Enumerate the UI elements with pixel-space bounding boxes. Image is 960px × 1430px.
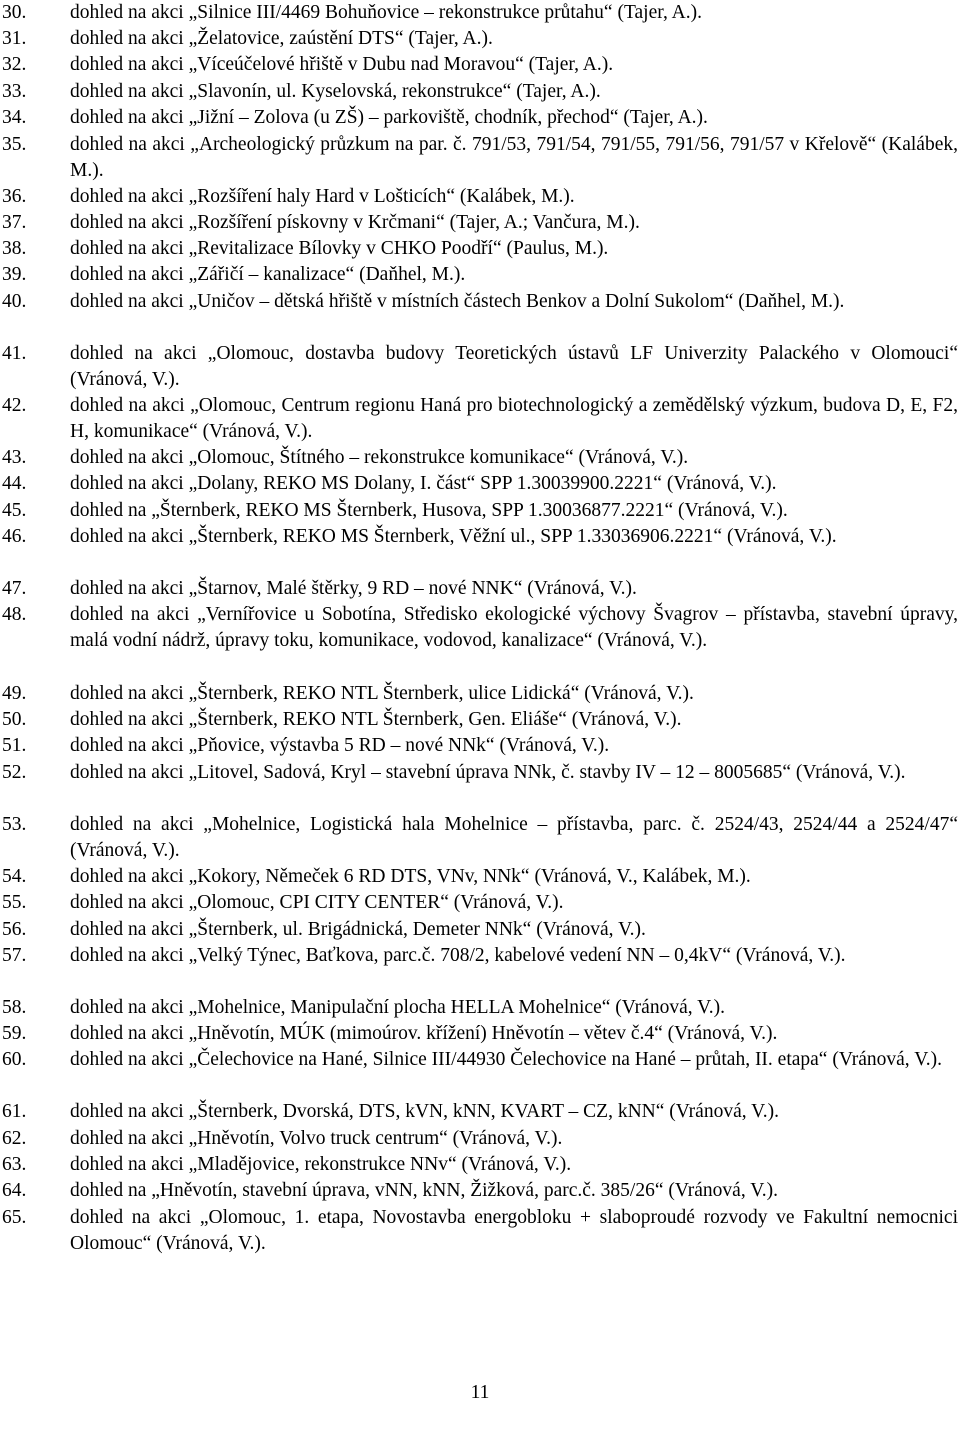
item-text: dohled na akci „Zářičí – kanalizace“ (Daňhel, M.). <box>70 264 466 285</box>
item-text: dohled na akci „Olomouc, Centrum regionu Haná pro biotechnologický a zemědělský výzkum, budova D, E, F2, H, komunikace“ (Vránová, V.). <box>70 395 958 443</box>
page-number: 11 <box>470 1382 490 1403</box>
list-item <box>0 1021 960 1047</box>
item-text: dohled na akci „Víceúčelové hřiště v Dubu nad Moravou“ (Tajer, A.). <box>70 54 614 75</box>
item-number: 52. <box>2 762 27 783</box>
list-item <box>0 1178 960 1204</box>
list-item <box>0 1099 960 1125</box>
item-number: 42. <box>2 395 27 416</box>
item-number: 53. <box>2 814 27 835</box>
item-text: dohled na „Hněvotín, stavební úprava, vNN, kNN, Žižková, parc.č. 385/26“ (Vránová, V.). <box>70 1180 779 1201</box>
item-text: dohled na akci „Šternberk, REKO NTL Šternberk, ulice Lidická“ (Vránová, V.). <box>70 683 694 704</box>
list-item <box>0 1047 960 1073</box>
list-item <box>0 864 960 890</box>
list-item <box>0 917 960 943</box>
item-number: 61. <box>2 1101 27 1122</box>
list-item <box>0 393 960 445</box>
item-text: dohled na akci „Štarnov, Malé štěrky, 9 RD – nové NNK“ (Vránová, V.). <box>70 578 637 599</box>
list-item <box>0 1152 960 1178</box>
item-number: 46. <box>2 526 27 547</box>
item-text: dohled na akci „Litovel, Sadová, Kryl – stavební úprava NNk, č. stavby IV – 12 – 8005685“ (Vránová, V.). <box>70 762 906 783</box>
item-number: 37. <box>2 212 27 233</box>
list-item <box>0 498 960 524</box>
list-item <box>0 184 960 210</box>
item-number: 39. <box>2 264 27 285</box>
list-item <box>0 262 960 288</box>
list-item <box>0 995 960 1021</box>
list-item <box>0 79 960 105</box>
item-text: dohled na akci „Šternberk, Dvorská, DTS, kVN, kNN, KVART – CZ, kNN“ (Vránová, V.). <box>70 1101 779 1122</box>
item-text: dohled na akci „Olomouc, CPI CITY CENTER“ (Vránová, V.). <box>70 892 564 913</box>
item-number: 40. <box>2 291 27 312</box>
item-number: 51. <box>2 735 27 756</box>
item-number: 59. <box>2 1023 27 1044</box>
item-text: dohled na akci „Hněvotín, Volvo truck centrum“ (Vránová, V.). <box>70 1128 563 1149</box>
item-text: dohled na akci „Uničov – dětská hřiště v místních částech Benkov a Dolní Sukolom“ (Daňhel, M.). <box>70 291 845 312</box>
list-item <box>0 1126 960 1152</box>
item-number: 33. <box>2 81 27 102</box>
item-number: 63. <box>2 1154 27 1175</box>
item-number: 50. <box>2 709 27 730</box>
item-text: dohled na akci „Slavonín, ul. Kyselovská, rekonstrukce“ (Tajer, A.). <box>70 81 601 102</box>
item-text: dohled na akci „Archeologický průzkum na par. č. 791/53, 791/54, 791/55, 791/56, 791/57 v Křelově“ (Kalábek, M.). <box>70 134 958 182</box>
item-number: 64. <box>2 1180 27 1201</box>
item-text: dohled na akci „Jižní – Zolova (u ZŠ) – parkoviště, chodník, přechod“ (Tajer, A.). <box>70 107 708 128</box>
list-item <box>0 890 960 916</box>
list-item <box>0 52 960 78</box>
list-item <box>0 26 960 52</box>
item-text: dohled na akci „Vernířovice u Sobotína, Středisko ekologické výchovy Švagrov – přístavba, stavební úpravy, malá vodní nádrž, úpravy toku, komunikace, vodovod, kanalizace“ (Vránová, V.). <box>70 604 958 652</box>
item-text: dohled na akci „Olomouc, dostavba budovy Teoretických ústavů LF Univerzity Palackého v Olomouci“ (Vránová, V.). <box>70 343 958 391</box>
list-item <box>0 132 960 184</box>
item-text: dohled na akci „Šternberk, ul. Brigádnická, Demeter NNk“ (Vránová, V.). <box>70 919 646 940</box>
item-number: 57. <box>2 945 27 966</box>
item-number: 35. <box>2 134 27 155</box>
item-text: dohled na akci „Silnice III/4469 Bohuňovice – rekonstrukce průtahu“ (Tajer, A.). <box>70 2 702 23</box>
item-text: dohled na akci „Mladějovice, rekonstrukce NNv“ (Vránová, V.). <box>70 1154 572 1175</box>
item-number: 36. <box>2 186 27 207</box>
item-number: 48. <box>2 604 27 625</box>
item-number: 43. <box>2 447 27 468</box>
list-item <box>0 733 960 759</box>
item-number: 55. <box>2 892 27 913</box>
item-number: 41. <box>2 343 27 364</box>
list-item <box>0 341 960 393</box>
list-item <box>0 524 960 550</box>
item-text: dohled na akci „Hněvotín, MÚK (mimoúrov. křížení) Hněvotín – větev č.4“ (Vránová, V.). <box>70 1023 778 1044</box>
item-text: dohled na akci „Olomouc, Štítného – rekonstrukce komunikace“ (Vránová, V.). <box>70 447 689 468</box>
list-item <box>0 812 960 864</box>
item-text: dohled na „Šternberk, REKO MS Šternberk, Husova, SPP 1.30036877.2221“ (Vránová, V.). <box>70 500 788 521</box>
list-item <box>0 1205 960 1257</box>
item-text: dohled na akci „Rozšíření pískovny v Krčmani“ (Tajer, A.; Vančura, M.). <box>70 212 640 233</box>
list-item <box>0 0 960 26</box>
item-number: 34. <box>2 107 27 128</box>
list-item <box>0 445 960 471</box>
list-item <box>0 707 960 733</box>
list-item <box>0 105 960 131</box>
list-item <box>0 576 960 602</box>
item-text: dohled na akci „Mohelnice, Logistická hala Mohelnice – přístavba, parc. č. 2524/43, 2524/44 a 2524/47“ (Vránová, V.). <box>70 814 958 862</box>
item-text: dohled na akci „Kokory, Němeček 6 RD DTS, VNv, NNk“ (Vránová, V., Kalábek, M.). <box>70 866 751 887</box>
item-text: dohled na akci „Olomouc, 1. etapa, Novostavba energobloku + slaboproudé rozvody ve Fakultní nemocnici Olomouc“ (Vránová, V.). <box>70 1207 958 1255</box>
item-number: 49. <box>2 683 27 704</box>
item-text: dohled na akci „Šternberk, REKO MS Šternberk, Věžní ul., SPP 1.33036906.2221“ (Vránová, V.). <box>70 526 837 547</box>
list-item <box>0 471 960 497</box>
item-text: dohled na akci „Mohelnice, Manipulační plocha HELLA Mohelnice“ (Vránová, V.). <box>70 997 725 1018</box>
list-item <box>0 289 960 315</box>
list-item <box>0 760 960 786</box>
item-number: 47. <box>2 578 27 599</box>
item-number: 32. <box>2 54 27 75</box>
list-item <box>0 602 960 654</box>
item-number: 31. <box>2 28 27 49</box>
item-text: dohled na akci „Šternberk, REKO NTL Šternberk, Gen. Eliáše“ (Vránová, V.). <box>70 709 682 730</box>
item-text: dohled na akci „Čelechovice na Hané, Silnice III/44930 Čelechovice na Hané – průtah, II. etapa“ (Vránová, V.). <box>70 1049 943 1070</box>
item-number: 44. <box>2 473 27 494</box>
list-item <box>0 681 960 707</box>
item-text: dohled na akci „Revitalizace Bílovky v CHKO Poodří“ (Paulus, M.). <box>70 238 609 259</box>
item-number: 38. <box>2 238 27 259</box>
list-item <box>0 210 960 236</box>
item-text: dohled na akci „Velký Týnec, Baťkova, parc.č. 708/2, kabelové vedení NN – 0,4kV“ (Vránová, V.). <box>70 945 846 966</box>
item-number: 56. <box>2 919 27 940</box>
item-text: dohled na akci „Pňovice, výstavba 5 RD – nové NNk“ (Vránová, V.). <box>70 735 610 756</box>
list-item <box>0 236 960 262</box>
item-number: 62. <box>2 1128 27 1149</box>
item-number: 60. <box>2 1049 27 1070</box>
item-text: dohled na akci „Želatovice, zaústění DTS“ (Tajer, A.). <box>70 28 493 49</box>
item-text: dohled na akci „Dolany, REKO MS Dolany, I. část“ SPP 1.30039900.2221“ (Vránová, V.). <box>70 473 777 494</box>
item-text: dohled na akci „Rozšíření haly Hard v Lošticích“ (Kalábek, M.). <box>70 186 575 207</box>
item-number: 30. <box>2 2 27 23</box>
item-number: 58. <box>2 997 27 1018</box>
item-number: 54. <box>2 866 27 887</box>
item-number: 45. <box>2 500 27 521</box>
list-item <box>0 943 960 969</box>
item-number: 65. <box>2 1207 27 1228</box>
